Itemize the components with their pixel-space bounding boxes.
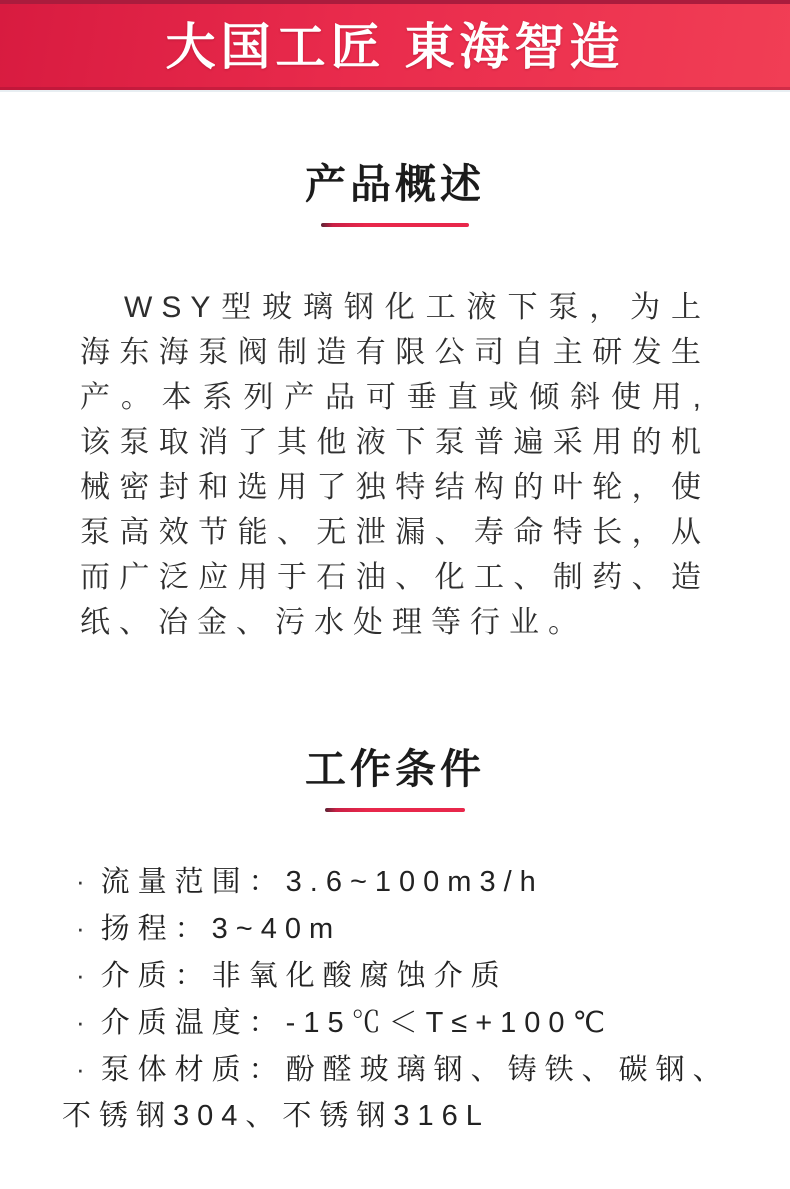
section-product-overview (0, 160, 790, 645)
bullet-dot-icon: · (76, 1054, 85, 1084)
bullet-dot-icon: · (76, 960, 85, 990)
spec-item-medium-temperature (62, 999, 730, 1046)
bullet-dot-icon: · (76, 913, 85, 943)
spec-item-text: 介质：非氧化酸腐蚀介质 (100, 960, 508, 992)
spec-item-text: 流量范围：3.6~100m3/h (100, 866, 544, 898)
overview-heading: 产品概述 (305, 161, 485, 207)
header-banner (0, 0, 790, 90)
bottom-whitespace (0, 1139, 790, 1189)
spec-item-text: 介质温度：-15℃＜T≤+100℃ (100, 1007, 614, 1039)
spec-item-medium (62, 952, 730, 999)
working-conditions-heading-underline (325, 808, 465, 812)
spec-item-flow-range (62, 858, 730, 905)
overview-paragraph: WSY型玻璃钢化工液下泵，为上海东海泵阀制造有限公司自主研发生产。本系列产品可垂直或倾斜使用,该泵取消了其他液下泵普遍采用的机械密封和选用了独特结构的叶轮，使泵高效节能、无泄漏、寿命特长，从而广泛应用于石油、化工、制药、造纸、冶金、污水处理等行业。 (80, 291, 710, 639)
bullet-dot-icon: · (76, 866, 85, 896)
spec-item-text: 扬程：3~40m (100, 913, 342, 945)
working-conditions-heading: 工作条件 (305, 746, 485, 792)
spec-item-text: 泵体材质：酚醛玻璃钢、铸铁、碳钢、不锈钢304、不锈钢316L (62, 1054, 730, 1132)
spec-item-pump-body-material (62, 1046, 730, 1139)
banner-title: 大国工匠 東海智造 (165, 19, 625, 75)
section-working-conditions (0, 745, 790, 1139)
bullet-dot-icon: · (76, 1007, 85, 1037)
spec-list (62, 858, 730, 1139)
overview-heading-underline (321, 223, 469, 227)
spec-item-head (62, 905, 730, 952)
